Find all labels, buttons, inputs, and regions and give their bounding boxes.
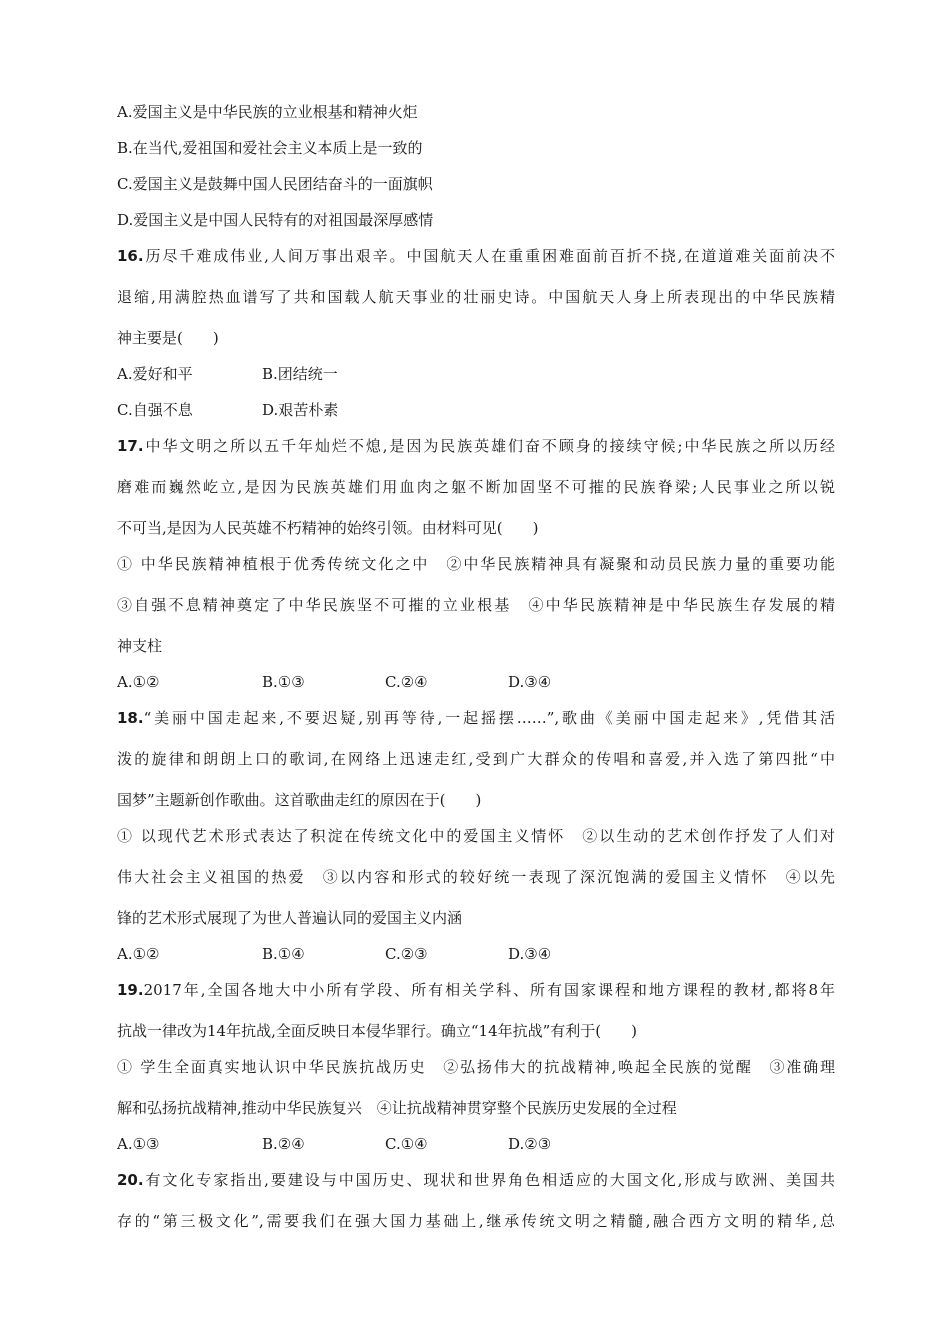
q18-option-c: C.②③ — [385, 945, 428, 963]
question-number: 20. — [117, 1171, 144, 1189]
q18-option-a: A.①② — [117, 945, 160, 963]
q17-statement-line-2: ③自强不息精神奠定了中华民族坚不可摧的立业根基 ④中华民族精神是中华民族生存发展的精 — [117, 596, 835, 614]
question-20-line-2: 存的“第三极文化”,需要我们在强大国力基础上,继承传统文明之精髓,融合西方文明的精华,总 — [117, 1212, 835, 1230]
question-number: 18. — [117, 709, 144, 727]
q17-option-c: C.②④ — [385, 673, 428, 691]
question-16-line-3: 神主要是( ) — [117, 329, 219, 347]
option-a: A.爱国主义是中华民族的立业根基和精神火炬 — [117, 103, 418, 121]
question-16-line-1 — [117, 246, 835, 266]
q17-option-b: B.①③ — [262, 673, 305, 691]
option-b: B.在当代,爱祖国和爱社会主义本质上是一致的 — [117, 139, 423, 157]
question-text: 2017年,全国各地大中小所有学段、所有相关学科、所有国家课程和地方课程的教材,都将8年 — [143, 981, 835, 999]
question-text: 有文化专家指出,要建设与中国历史、现状和世界角色相适应的大国文化,形成与欧洲、美国共 — [143, 1171, 835, 1189]
question-number: 19. — [117, 981, 144, 999]
question-18-line-2: 泼的旋律和朗朗上口的歌词,在网络上迅速走红,受到广大群众的传唱和喜爱,并入选了第四批“中 — [117, 750, 835, 768]
q17-option-a: A.①② — [117, 673, 160, 691]
question-18-line-1 — [117, 708, 835, 728]
question-text: “美丽中国走起来,不要迟疑,别再等待,一起摇摆……”,歌曲《美丽中国走起来》,凭借其活 — [143, 709, 835, 727]
option-d: D.爱国主义是中国人民特有的对祖国最深厚感情 — [117, 211, 434, 229]
question-16-line-2: 退缩,用满腔热血谱写了共和国载人航天事业的壮丽史诗。中国航天人身上所表现出的中华民族精 — [117, 288, 835, 306]
q19-option-a: A.①③ — [117, 1135, 160, 1153]
q19-option-d: D.②③ — [508, 1135, 552, 1153]
q16-option-b: B.团结统一 — [262, 365, 338, 383]
q16-option-d: D.艰苦朴素 — [262, 401, 339, 419]
question-number: 17. — [117, 437, 144, 455]
q16-option-c: C.自强不息 — [117, 401, 193, 419]
question-text: 历尽千难成伟业,人间万事出艰辛。中国航天人在重重困难面前百折不挠,在道道难关面前决不 — [143, 247, 835, 265]
question-20-line-1 — [117, 1170, 835, 1190]
q18-option-d: D.③④ — [508, 945, 552, 963]
q18-statement-line-3: 锋的艺术形式展现了为世人普遍认同的爱国主义内涵 — [117, 909, 463, 927]
q18-statement-line-2: 伟大社会主义祖国的热爱 ③以内容和形式的较好统一表现了深沉饱满的爱国主义情怀 ④以先 — [117, 868, 835, 886]
question-text: 中华文明之所以五千年灿烂不熄,是因为民族英雄们奋不顾身的接续守候;中华民族之所以历经 — [143, 437, 835, 455]
q19-statement-line-2: 解和弘扬抗战精神,推动中华民族复兴 ④让抗战精神贯穿整个民族历史发展的全过程 — [117, 1099, 677, 1117]
option-c: C.爱国主义是鼓舞中国人民团结奋斗的一面旗帜 — [117, 175, 433, 193]
question-18-line-3: 国梦”主题新创作歌曲。这首歌曲走红的原因在于( ) — [117, 791, 482, 809]
q17-statement-line-3: 神支柱 — [117, 637, 163, 655]
question-19-line-2: 抗战一律改为14年抗战,全面反映日本侵华罪行。确立“14年抗战”有利于( ) — [117, 1022, 637, 1040]
q17-statement-line-1: ① 中华民族精神植根于优秀传统文化之中 ②中华民族精神具有凝聚和动员民族力量的重要功能 — [117, 555, 835, 573]
q19-option-b: B.②④ — [262, 1135, 305, 1153]
question-17-line-3: 不可当,是因为人民英雄不朽精神的始终引领。由材料可见( ) — [117, 519, 539, 537]
question-17-line-2: 磨难而巍然屹立,是因为民族英雄们用血肉之躯不断加固坚不可摧的民族脊梁;人民事业之所以锐 — [117, 478, 835, 496]
q18-option-b: B.①④ — [262, 945, 305, 963]
q19-statement-line-1: ① 学生全面真实地认识中华民族抗战历史 ②弘扬伟大的抗战精神,唤起全民族的觉醒 ③准确理 — [117, 1058, 835, 1076]
question-17-line-1 — [117, 436, 835, 456]
question-19-line-1 — [117, 980, 835, 1000]
q19-option-c: C.①④ — [385, 1135, 428, 1153]
q17-option-d: D.③④ — [508, 673, 552, 691]
q16-option-a: A.爱好和平 — [117, 365, 193, 383]
q18-statement-line-1: ① 以现代艺术形式表达了积淀在传统文化中的爱国主义情怀 ②以生动的艺术创作抒发了人们对 — [117, 827, 835, 845]
question-number: 16. — [117, 247, 144, 265]
